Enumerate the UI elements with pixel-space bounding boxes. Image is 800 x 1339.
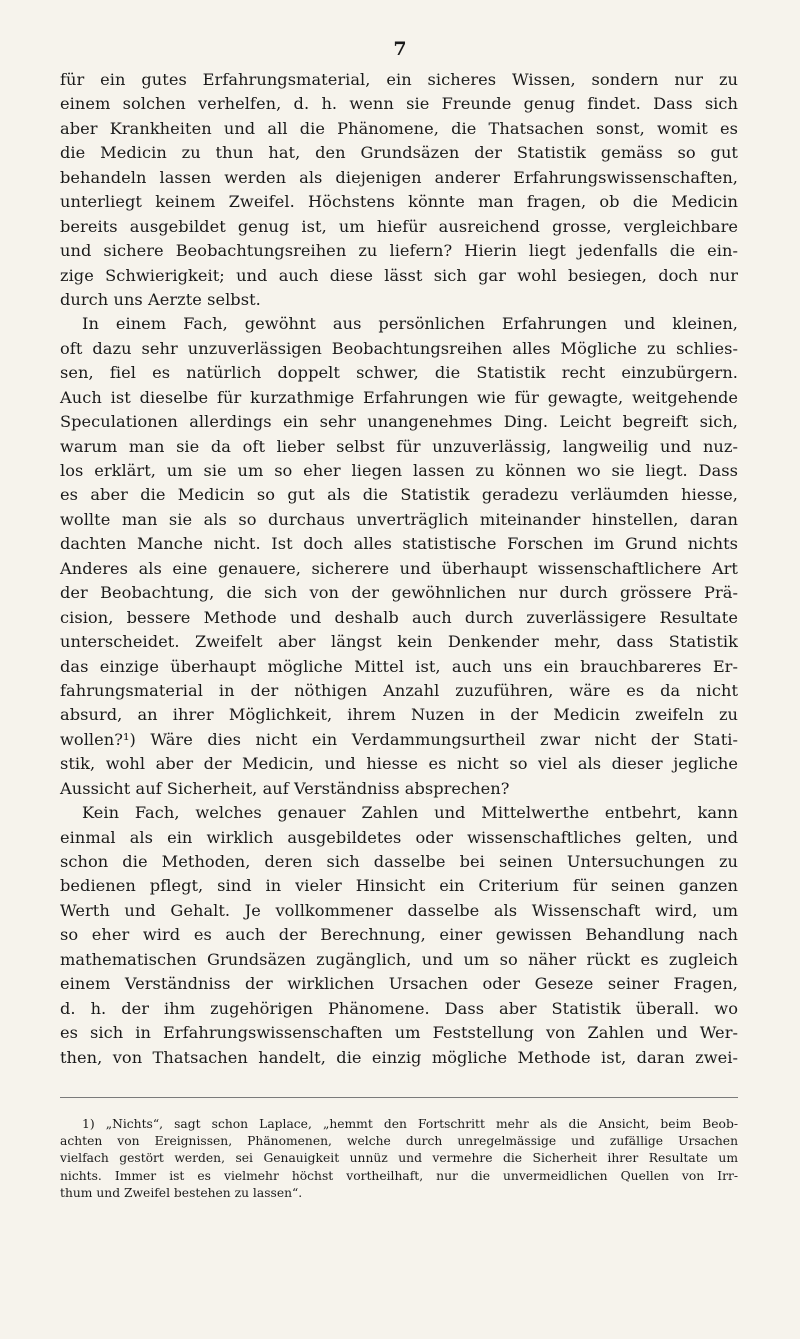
text-line: zige Schwierigkeit; und auch diese lässt sich gar wohl besiegen, doch nur [60, 265, 738, 285]
text-line: das einzige überhaupt mögliche Mittel ist, auch uns ein brauchbareres Er- [60, 656, 738, 676]
footnote-line: nichts. Immer ist es vielmehr höchst vortheilhaft, nur die unvermeidlichen Quellen von Irr- [60, 1168, 738, 1183]
footnote-line: vielfach gestört werden, sei Genauigkeit unnüz und vermehre die Sicherheit ihrer Resultate um [60, 1151, 738, 1166]
text-line: Auch ist dieselbe für kurzathmige Erfahrungen wie für gewagte, weitgehende [60, 387, 738, 407]
footnote-line: thum und Zweifel bestehen zu lassen“. [60, 1185, 303, 1200]
text-line: und sichere Beobachtungsreihen zu liefern? Hierin liegt jedenfalls die ein- [60, 241, 738, 261]
text-line: then, von Thatsachen handelt, die einzig mögliche Methode ist, daran zwei- [60, 1047, 738, 1067]
page-number: 7 [393, 38, 407, 60]
body-text [60, 68, 738, 1070]
text-line: es aber die Medicin so gut als die Statistik geradezu verläumden hiesse, [60, 485, 738, 505]
text-line: bereits ausgebildet genug ist, um hiefür ausreichend grosse, vergleichbare [60, 216, 738, 236]
text-line: die Medicin zu thun hat, den Grundsäzen der Statistik gemäss so gut [60, 143, 738, 163]
text-line: warum man sie da oft lieber selbst für unzuverlässig, langweilig und nuz- [60, 436, 738, 456]
text-line: Werth und Gehalt. Je vollkommener dasselbe als Wissenschaft wird, um [60, 900, 738, 920]
text-line: durch uns Aerzte selbst. [60, 289, 261, 309]
text-line: für ein gutes Erfahrungsmaterial, ein sicheres Wissen, sondern nur zu [60, 70, 738, 89]
text-line: bedienen pflegt, sind in vieler Hinsicht ein Criterium für seinen ganzen [60, 876, 738, 896]
text-line: aber Krankheiten und all die Phänomene, die Thatsachen sonst, womit es [60, 118, 738, 138]
text-line: unterliegt keinem Zweifel. Höchstens könnte man fragen, ob die Medicin [60, 192, 738, 212]
text-line: schon die Methoden, deren sich dasselbe bei seinen Untersuchungen zu [60, 852, 738, 871]
text-line: cision, bessere Methode und deshalb auch durch zuverlässigere Resultate [60, 607, 738, 627]
text-line: oft dazu sehr unzuverlässigen Beobachtungsreihen alles Mögliche zu schlies- [60, 338, 738, 358]
text-line: mathematischen Grundsäzen zugänglich, und um so näher rückt es zugleich [60, 949, 738, 969]
text-line: Aussicht auf Sicherheit, auf Verständniss absprechen? [60, 778, 510, 798]
text-line: wollte man sie als so durchaus unverträglich miteinander hinstellen, daran [60, 509, 738, 529]
footnote-block [60, 1116, 738, 1202]
text-line: absurd, an ihrer Möglichkeit, ihrem Nuzen in der Medicin zweifeln zu [60, 705, 738, 725]
text-line: einem solchen verhelfen, d. h. wenn sie Freunde genug findet. Dass sich [60, 94, 738, 114]
text-line: so eher wird es auch der Berechnung, einer gewissen Behandlung nach [60, 925, 738, 945]
text-line: sen, fiel es natürlich doppelt schwer, die Statistik recht einzubürgern. [60, 363, 738, 383]
text-line: In einem Fach, gewöhnt aus persönlichen Erfahrungen und kleinen, [82, 314, 738, 334]
footnote-line: achten von Ereignissen, Phänomenen, welche durch unregelmässige und zufällige Ursachen [60, 1134, 738, 1149]
text-line: fahrungsmaterial in der nöthigen Anzahl zuzuführen, wäre es da nicht [60, 680, 738, 700]
text-line: dachten Manche nicht. Ist doch alles statistische Forschen im Grund nichts [60, 534, 738, 554]
text-line: einem Verständniss der wirklichen Ursachen oder Geseze seiner Fragen, [60, 974, 738, 994]
text-line: es sich in Erfahrungswissenschaften um Feststellung von Zahlen und Wer- [60, 1023, 738, 1043]
text-line: d. h. der ihm zugehörigen Phänomene. Dass aber Statistik überall. wo [60, 998, 738, 1018]
footnote-divider [60, 1097, 738, 1098]
text-line: unterscheidet. Zweifelt aber längst kein Denkender mehr, dass Statistik [60, 632, 738, 652]
text-line: der Beobachtung, die sich von der gewöhnlichen nur durch grössere Prä- [60, 583, 738, 603]
text-line: los erklärt, um sie um so eher liegen lassen zu können wo sie liegt. Dass [60, 461, 738, 480]
text-line: Kein Fach, welches genauer Zahlen und Mittelwerthe entbehrt, kann [82, 803, 738, 823]
text-line: wollen?¹) Wäre dies nicht ein Verdammungsurtheil zwar nicht der Stati- [60, 729, 738, 749]
text-line: behandeln lassen werden als diejenigen anderer Erfahrungswissenschaften, [60, 167, 738, 187]
text-line: Anderes als eine genauere, sicherere und überhaupt wissenschaftlichere Art [60, 558, 738, 578]
footnote-line: 1) „Nichts“, sagt schon Laplace, „hemmt den Fortschritt mehr als die Ansicht, beim Beob- [82, 1117, 738, 1131]
text-line: einmal als ein wirklich ausgebildetes oder wissenschaftliches gelten, und [60, 827, 738, 847]
text-line: Speculationen allerdings ein sehr unangenehmes Ding. Leicht begreift sich, [60, 412, 738, 432]
text-line: stik, wohl aber der Medicin, und hiesse es nicht so viel als dieser jegliche [60, 754, 738, 774]
